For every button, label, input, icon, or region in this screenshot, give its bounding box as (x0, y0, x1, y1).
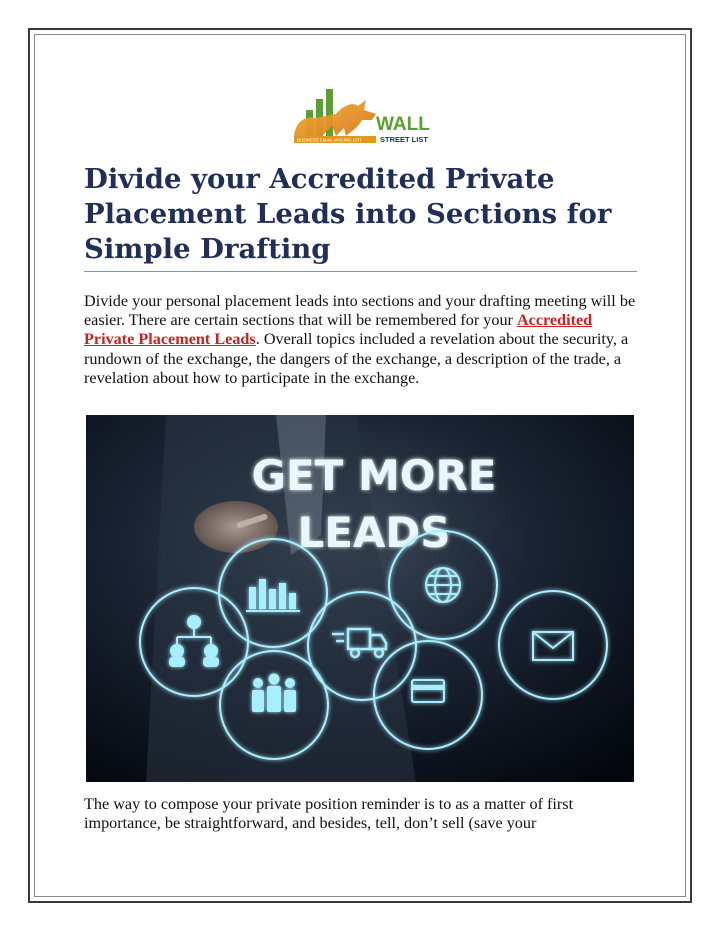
hero-headline-line1: GET MORE (251, 451, 497, 500)
get-more-leads-image (86, 415, 634, 782)
logo-subtitle-text: STREET LIST (380, 135, 428, 144)
logo-tagline-text: BUSINESS EMAIL MAILING LIST (297, 137, 362, 143)
team-icon (252, 674, 296, 713)
hero-headline-line2: LEADS (297, 508, 451, 557)
logo-brand-text: WALL (376, 114, 430, 135)
paragraph-intro-end: . Overall topics included a revelation about the security, a rundown of the exchange, the dangers of the exchange, a description of the trade, a revelation about how to participate in the exchange. (84, 330, 629, 387)
accredited-leads-link[interactable]: Accredited Private Placement Leads (84, 311, 593, 349)
paragraph-intro (84, 292, 644, 388)
paragraph-compose: The way to compose your private position reminder is to as a matter of first importance, be straightforward, and besides, tell, don’t sell (save your (84, 795, 574, 833)
title-underline (84, 271, 637, 272)
page-title: Divide your Accredited Private Placement Leads into Sections for Simple Drafting (84, 163, 612, 265)
paragraph-intro-start: Divide your personal placement leads into sections and your drafting meeting will be easier. There are certain sections that will be remembered for your (84, 292, 636, 330)
wall-street-list-logo (292, 84, 432, 150)
